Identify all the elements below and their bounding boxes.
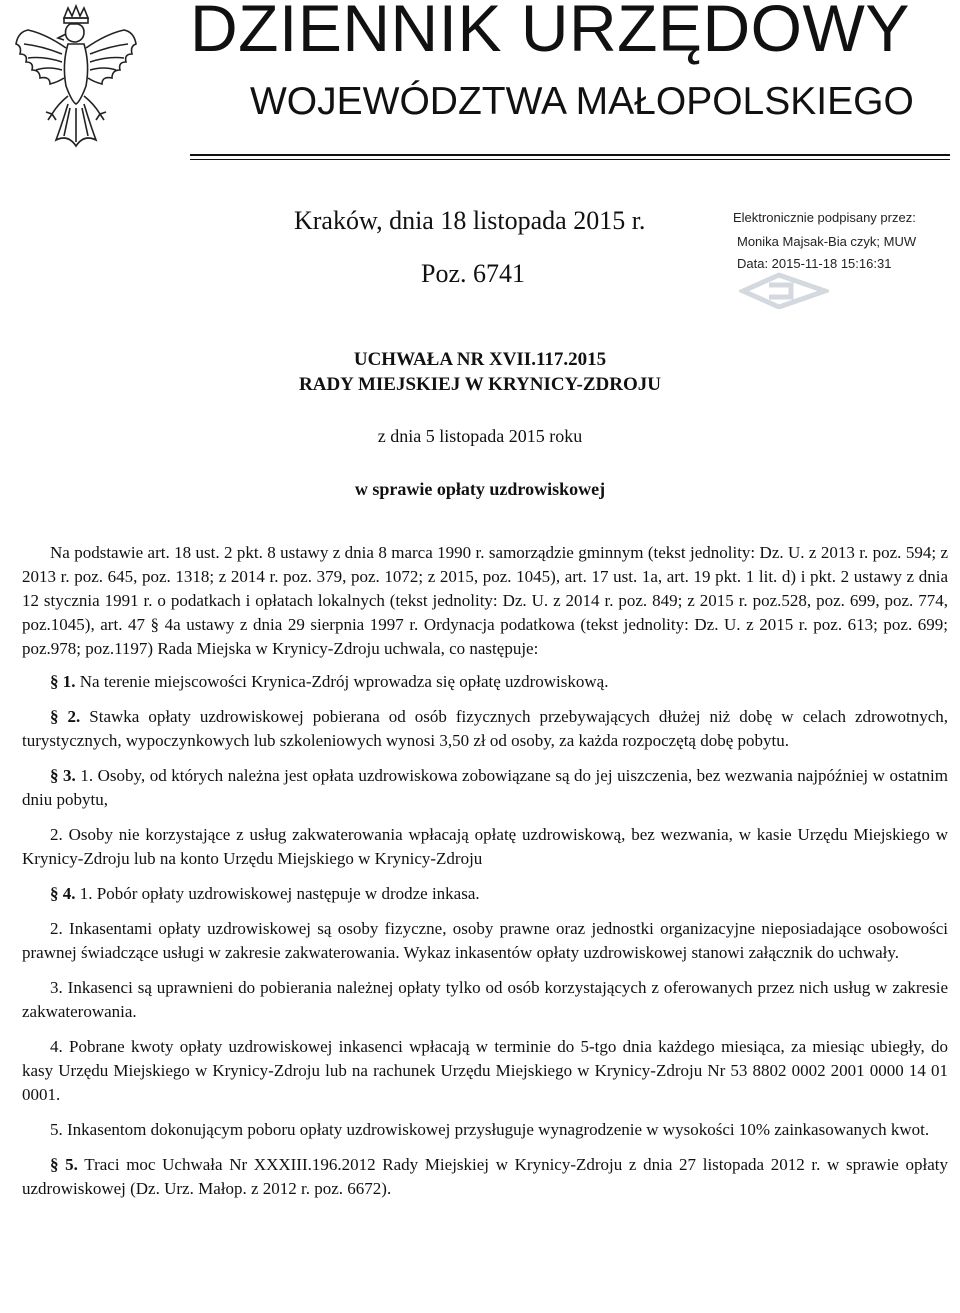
signature-check-icon [739, 269, 829, 309]
paragraph-text: 1. Osoby, od których należna jest opłata uzdrowiskowa zobowiązane są do jej uiszczenia, bez wezwania najpóźniej w ostatnim dniu pobytu, [22, 766, 949, 809]
signature-date: Data: 2015-11-18 15:16:31 [737, 256, 892, 271]
preamble: Na podstawie art. 18 ust. 2 pkt. 8 ustawy z dnia 8 marca 1990 r. samorządzie gminnym (tekst jednolity: Dz. U. z 2013 r. poz. 594; z 2013 r. poz. 645, poz. 1318; z 2014 r. poz. 379, poz. 1072; z 2015, poz. 1045), art. 17 ust. 1a, art. 19 pkt. 1 lit. d) i pkt. 2 ustawy z dnia 12 stycznia 1991 r. o podatkach i opłatach lokalnych (tekst jednolity: Dz. U. z 2014 r. poz. 849; z 2015 r. poz.528, poz. 699, poz. 774, poz.1045), art. 47 § 4a ustawy z dnia 29 sierpnia 1997 r. Ordynacja podatkowa (tekst jednolity: Dz. U. z 2015 r. poz. 613; poz. 699; poz.978; poz.1197) Rada Miejska w Krynicy-Zdroju uchwala, co następuje: [22, 543, 948, 658]
electronic-signature-block [733, 209, 955, 309]
resolution-subject: w sprawie opłaty uzdrowiskowej [354, 479, 606, 499]
paragraph-number: § 3. [50, 766, 76, 785]
paragraph-4-5: 5. Inkasentom dokonującym poboru opłaty uzdrowiskowej przysługuje wynagrodzenie w wysokości 10% zainkasowanych kwot. [50, 1120, 930, 1139]
position-number: Poz. 6741 [421, 259, 525, 288]
paragraph-2 [22, 705, 948, 753]
paragraph-text: 1. Pobór opłaty uzdrowiskowej następuje w drodze inkasa. [79, 884, 480, 903]
eagle-emblem-icon [6, 4, 146, 154]
paragraph-text: Traci moc Uchwała Nr XXXIII.196.2012 Rady Miejskiej w Krynicy-Zdroju z dnia 27 listopada 2012 r. w sprawie opłaty uzdrowiskowej (Dz. Urz. Małop. z 2012 r. poz. 6672). [22, 1155, 949, 1198]
paragraph-4-3: 3. Inkasenci są uprawnieni do pobierania należnej opłaty tylko od osób korzystających z oferowanych przez nich usług w zakresie zakwaterowania. [22, 978, 948, 1021]
paragraph-3-1 [22, 764, 948, 812]
paragraph-1 [22, 670, 948, 694]
signature-line: Elektronicznie podpisany przez: [733, 210, 916, 225]
journal-title: DZIENNIK URZĘDOWY [190, 0, 910, 65]
signature-signer: Monika Majsak-Bia czyk; MUW [737, 234, 917, 249]
paragraph-4-1 [22, 882, 948, 906]
resolution-number: UCHWAŁA NR XVII.117.2015 [353, 349, 607, 370]
resolution-issuer: RADY MIEJSKIEJ W KRYNICY-ZDROJU [299, 374, 661, 395]
place-date: Kraków, dnia 18 listopada 2015 r. [294, 206, 646, 235]
paragraph-number: § 4. [50, 884, 76, 903]
journal-subtitle: WOJEWÓDZTWA MAŁOPOLSKIEGO [250, 80, 914, 123]
resolution-date: z dnia 5 listopada 2015 roku [377, 426, 583, 446]
paragraph-4-4: 4. Pobrane kwoty opłaty uzdrowiskowej inkasenci wpłacają w terminie do 5-tgo dnia każdego miesiąca, za miesiąc ubiegły, do kasy Urzędu Miejskiego w Krynicy-Zdroju lub na rachunek Urzędu Miejskiego w Krynicy-Zdroju Nr 53 8802 0002 2001 0000 14 01 0001. [22, 1037, 948, 1104]
paragraph-text: Stawka opłaty uzdrowiskowej pobierana od osób fizycznych przebywających dłużej niż dobę w celach zdrowotnych, turystycznych, wypoczynkowych lub szkoleniowych wynosi 3,50 zł od osoby, za każda rozpoczętą dobę pobytu. [22, 707, 949, 750]
paragraph-4-2: 2. Inkasentami opłaty uzdrowiskowej są osoby fizyczne, osoby prawne oraz jednostki organizacyjne nieposiadające osobowości prawnej świadczące usługi w zakresie zakwaterowania. Wykaz inkasentów opłaty uzdrowiskowej stanowi załącznik do uchwały. [22, 919, 948, 962]
paragraph-number: § 1. [50, 672, 76, 691]
paragraph-number: § 5. [50, 1155, 78, 1174]
document-body [22, 541, 948, 1201]
paragraph-number: § 2. [50, 707, 81, 726]
header-divider [190, 154, 950, 156]
paragraph-5 [22, 1153, 948, 1201]
header-divider-thin [190, 159, 950, 160]
paragraph-3-2: 2. Osoby nie korzystające z usług zakwaterowania wpłacają opłatę uzdrowiskową, bez wezwania, w kasie Urzędu Miejskiego w Krynicy-Zdroju lub na konto Urzędu Miejskiego w Krynicy-Zdroju [22, 825, 948, 868]
paragraph-text: Na terenie miejscowości Krynica-Zdrój wprowadza się opłatę uzdrowiskową. [79, 672, 609, 691]
